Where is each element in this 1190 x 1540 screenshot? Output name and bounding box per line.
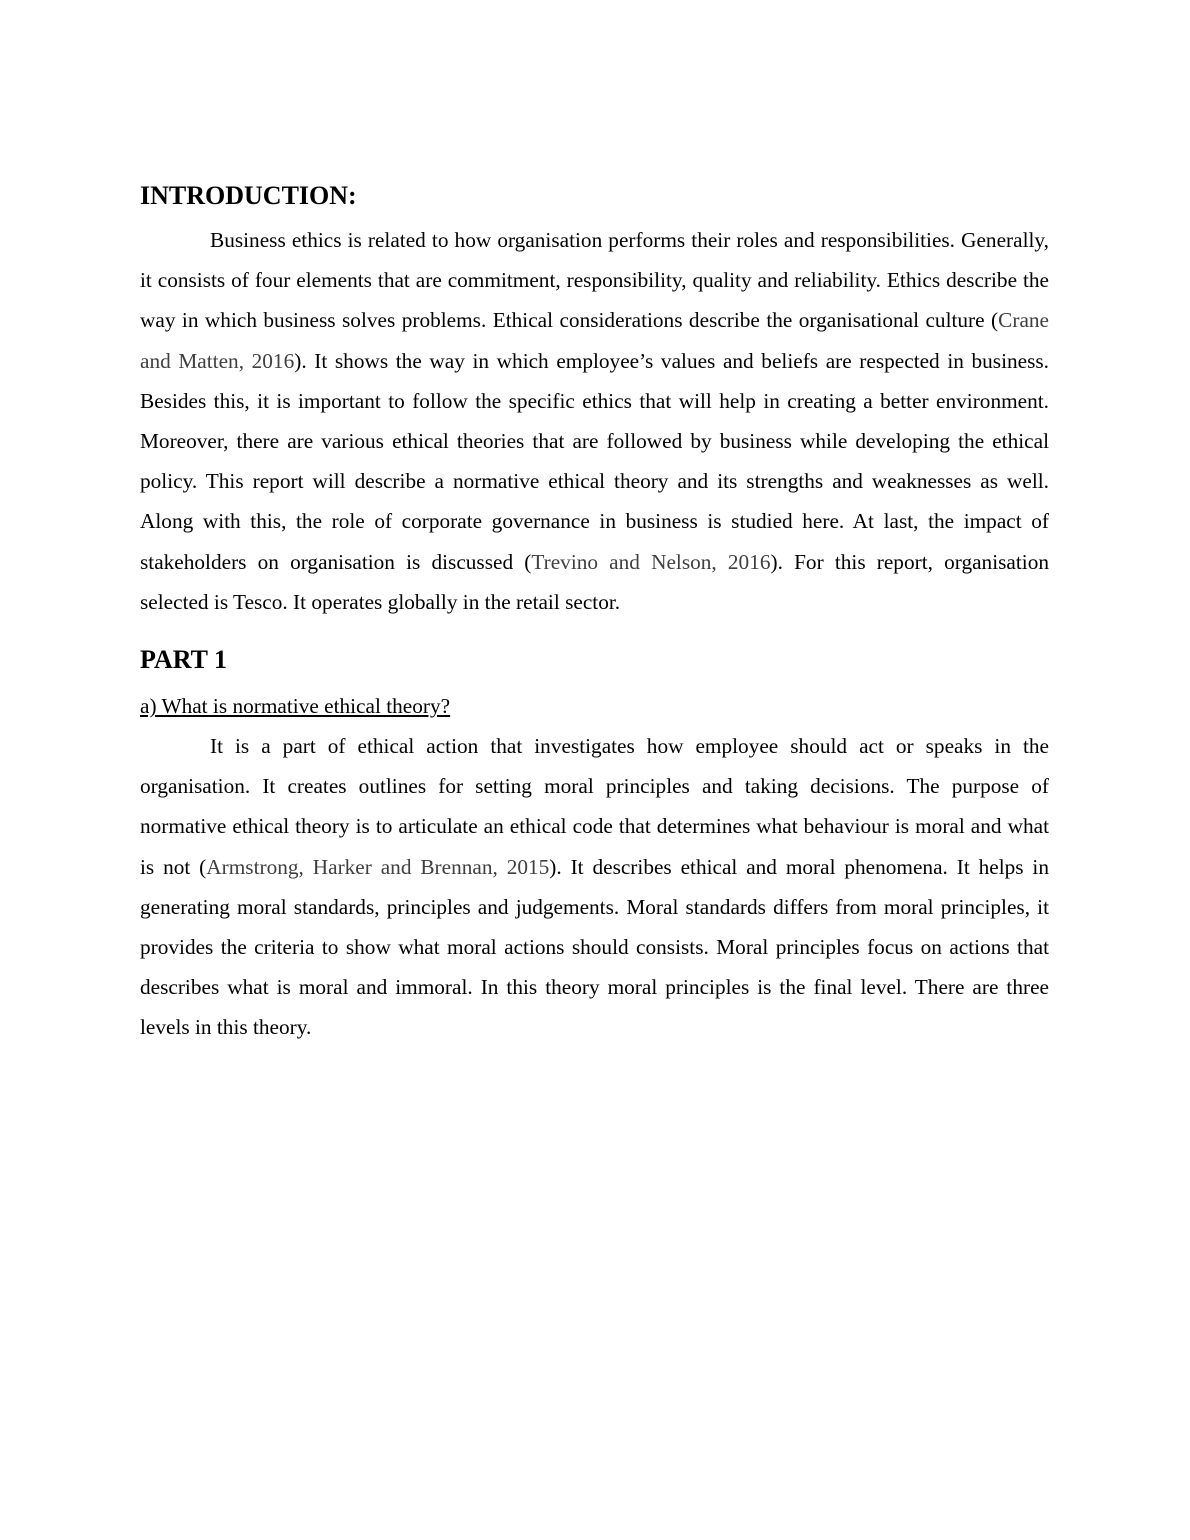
normative-theory-paragraph — [140, 726, 1049, 1048]
citation: Trevino and Nelson, 2016 — [531, 549, 771, 574]
citation: Armstrong, Harker and Brennan, 2015 — [206, 854, 550, 879]
paragraph-text: ). It shows the way in which employee’s values and beliefs are respected in business. Besides this, it is important to follow the specific ethics that will help in creating a better environment. Moreover, there are various ethical theories that are followed by business while developing the ethical policy. This report will describe a normative ethical theory and its strengths and weaknesses as well. Along with this, the role of corporate governance in business is studied here. At last, the impact of stakeholders on organisation is discussed ( — [140, 348, 1050, 574]
section-a-subheading: a) What is normative ethical theory? — [140, 694, 451, 719]
citation: Crane and Matten, 2016 — [140, 308, 1049, 373]
part-1-heading: PART 1 — [140, 645, 227, 675]
paragraph-text: It is a part of ethical action that investigates how employee should act or speaks in the organisation. It creates outlines for setting moral principles and taking decisions. The purpose of normative ethical theory is to articulate an ethical code that determines what behaviour is moral and what is not ( — [140, 734, 1049, 879]
paragraph-text: ). For this report, organisation selected is Tesco. It operates globally in the retail sector. — [140, 549, 1049, 614]
introduction-paragraph — [140, 220, 1049, 622]
paragraph-text: Business ethics is related to how organisation performs their roles and responsibilities. Generally, it consists of four elements that are commitment, responsibility, quality and reliability. Ethics describe the way in which business solves problems. Ethical considerations describe the organisational culture ( — [140, 228, 1049, 333]
document-page — [140, 178, 1049, 1048]
paragraph-text: ). It describes ethical and moral phenomena. It helps in generating moral standards, principles and judgements. Moral standards differs from moral principles, it provides the criteria to show what moral actions should consists. Moral principles focus on actions that describes what is moral and immoral. In this theory moral principles is the final level. There are three levels in this theory. — [140, 854, 1049, 1040]
introduction-heading: INTRODUCTION: — [140, 181, 357, 210]
